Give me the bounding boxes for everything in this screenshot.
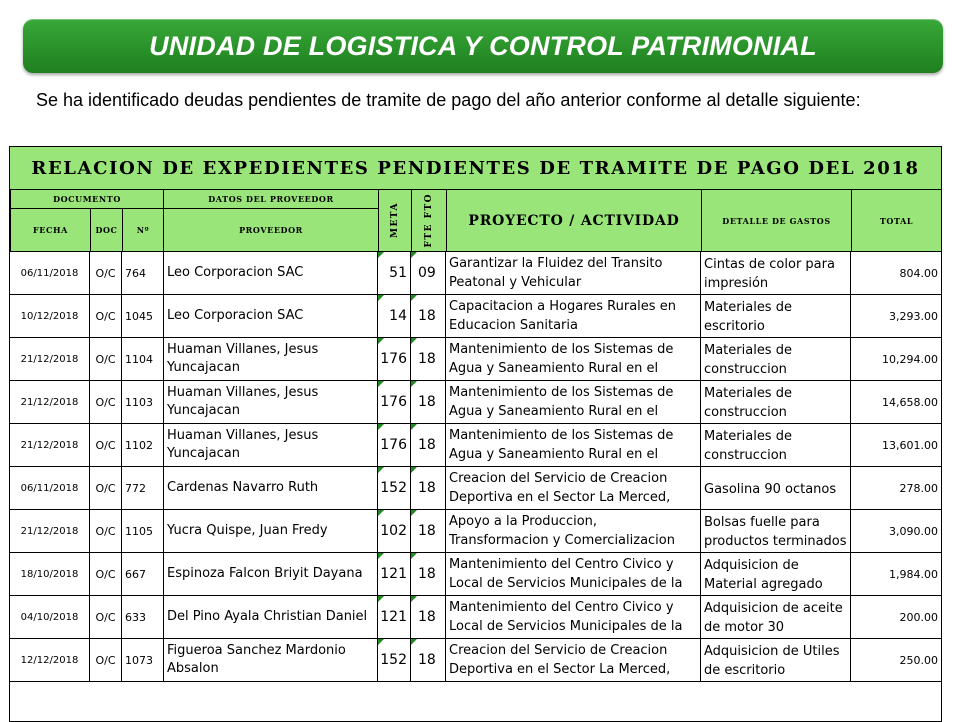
cell-proyecto: Mantenimiento del Centro Civico y Local de Servicios Municipales de la <box>446 596 701 639</box>
header-proyecto: PROYECTO / ACTIVIDAD <box>446 189 702 252</box>
cell-proveedor: Figueroa Sanchez Mardonio Absalon <box>164 639 378 682</box>
cell-fecha: 21/12/2018 <box>10 381 90 424</box>
cell-fte: 18 <box>411 381 446 424</box>
cell-meta: 121 <box>378 596 411 639</box>
table-body <box>10 252 941 682</box>
cell-fecha: 21/12/2018 <box>10 510 90 553</box>
header-meta: META <box>378 189 412 252</box>
comment-marker-icon <box>411 338 417 344</box>
table-row <box>10 553 941 596</box>
cell-numero: 1073 <box>122 639 164 682</box>
cell-proyecto: Apoyo a la Produccion, Transformacion y Comercializacion <box>446 510 701 553</box>
header-fecha: FECHA <box>10 208 91 252</box>
cell-doc: O/C <box>90 467 122 510</box>
cell-meta: 102 <box>378 510 411 553</box>
cell-numero: 1045 <box>122 295 164 338</box>
comment-marker-icon <box>411 252 417 258</box>
cell-proveedor: Espinoza Falcon Briyit Dayana <box>164 553 378 596</box>
comment-marker-icon <box>378 510 384 516</box>
cell-proveedor: Huaman Villanes, Jesus Yuncajacan <box>164 338 378 381</box>
cell-proyecto: Mantenimiento del Centro Civico y Local de Servicios Municipales de la <box>446 553 701 596</box>
cell-numero: 667 <box>122 553 164 596</box>
header-fte-fto: FTE FTO <box>411 189 447 252</box>
cell-doc: O/C <box>90 338 122 381</box>
header-proveedor: PROVEEDOR <box>163 208 379 252</box>
cell-fte: 18 <box>411 596 446 639</box>
comment-marker-icon <box>378 295 384 301</box>
table-row <box>10 252 941 295</box>
intro-paragraph: Se ha identificado deudas pendientes de tramite de pago del año anterior conforme al detalle siguiente: <box>36 90 861 110</box>
cell-doc: O/C <box>90 424 122 467</box>
comment-marker-icon <box>411 639 417 645</box>
cell-fecha: 21/12/2018 <box>10 424 90 467</box>
header-detalle: DETALLE DE GASTOS <box>701 189 852 252</box>
comment-marker-icon <box>378 338 384 344</box>
cell-fecha: 04/10/2018 <box>10 596 90 639</box>
cell-meta: 176 <box>378 338 411 381</box>
cell-doc: O/C <box>90 596 122 639</box>
comment-marker-icon <box>378 252 384 258</box>
comment-marker-icon <box>378 424 384 430</box>
cell-numero: 633 <box>122 596 164 639</box>
table-row <box>10 381 941 424</box>
cell-fte: 18 <box>411 553 446 596</box>
cell-fecha: 06/11/2018 <box>10 252 90 295</box>
cell-numero: 1104 <box>122 338 164 381</box>
page-title: UNIDAD DE LOGISTICA Y CONTROL PATRIMONIAL <box>149 30 817 61</box>
comment-marker-icon <box>411 295 417 301</box>
cell-proveedor: Del Pino Ayala Christian Daniel <box>164 596 378 639</box>
cell-proyecto: Mantenimiento de los Sistemas de Agua y Saneamiento Rural en el <box>446 338 701 381</box>
cell-total: 200.00 <box>851 596 941 639</box>
cell-detalle: Materiales de construccion <box>701 381 851 424</box>
cell-fte: 18 <box>411 467 446 510</box>
table-row <box>10 596 941 639</box>
cell-numero: 1102 <box>122 424 164 467</box>
cell-detalle: Materiales de construccion <box>701 338 851 381</box>
cell-proyecto: Capacitacion a Hogares Rurales en Educacion Sanitaria <box>446 295 701 338</box>
cell-detalle: Adquisicion de aceite de motor 30 <box>701 596 851 639</box>
cell-detalle: Cintas de color para impresión <box>701 252 851 295</box>
cell-total: 10,294.00 <box>851 338 941 381</box>
table-row <box>10 424 941 467</box>
cell-doc: O/C <box>90 639 122 682</box>
cell-proyecto: Mantenimiento de los Sistemas de Agua y Saneamiento Rural en el <box>446 381 701 424</box>
header-datos-proveedor: DATOS DEL PROVEEDOR <box>163 189 379 209</box>
cell-meta: 176 <box>378 424 411 467</box>
header-documento: DOCUMENTO <box>10 189 164 209</box>
cell-fecha: 21/12/2018 <box>10 338 90 381</box>
comment-marker-icon <box>411 596 417 602</box>
cell-meta: 176 <box>378 381 411 424</box>
comment-marker-icon <box>378 596 384 602</box>
table-row <box>10 467 941 510</box>
cell-total: 3,090.00 <box>851 510 941 553</box>
cell-detalle: Gasolina 90 octanos <box>701 467 851 510</box>
cell-doc: O/C <box>90 510 122 553</box>
cell-proveedor: Cardenas Navarro Ruth <box>164 467 378 510</box>
table-row <box>10 338 941 381</box>
comment-marker-icon <box>411 381 417 387</box>
comment-marker-icon <box>378 639 384 645</box>
cell-meta: 14 <box>378 295 411 338</box>
cell-total: 250.00 <box>851 639 941 682</box>
cell-fecha: 18/10/2018 <box>10 553 90 596</box>
header-numero: Nº <box>122 208 164 252</box>
cell-proveedor: Huaman Villanes, Jesus Yuncajacan <box>164 424 378 467</box>
cell-numero: 772 <box>122 467 164 510</box>
comment-marker-icon <box>378 553 384 559</box>
cell-total: 14,658.00 <box>851 381 941 424</box>
cell-fecha: 06/11/2018 <box>10 467 90 510</box>
cell-numero: 764 <box>122 252 164 295</box>
comment-marker-icon <box>411 553 417 559</box>
comment-marker-icon <box>411 424 417 430</box>
cell-detalle: Adquisicion de Material agregado <box>701 553 851 596</box>
cell-fecha: 12/12/2018 <box>10 639 90 682</box>
comment-marker-icon <box>378 381 384 387</box>
cell-fte: 18 <box>411 510 446 553</box>
cell-fte: 18 <box>411 639 446 682</box>
cell-fte: 09 <box>411 252 446 295</box>
cell-proveedor: Leo Corporacion SAC <box>164 252 378 295</box>
cell-meta: 152 <box>378 467 411 510</box>
cell-fecha: 10/12/2018 <box>10 295 90 338</box>
cell-detalle: Materiales de escritorio <box>701 295 851 338</box>
cell-numero: 1105 <box>122 510 164 553</box>
cell-total: 278.00 <box>851 467 941 510</box>
cell-numero: 1103 <box>122 381 164 424</box>
cell-meta: 51 <box>378 252 411 295</box>
cell-proyecto: Creacion del Servicio de Creacion Deportiva en el Sector La Merced, <box>446 639 701 682</box>
table-row <box>10 639 941 682</box>
pending-payments-table <box>9 146 942 722</box>
comment-marker-icon <box>411 467 417 473</box>
cell-total: 3,293.00 <box>851 295 941 338</box>
cell-detalle: Materiales de construccion <box>701 424 851 467</box>
header-total: TOTAL <box>851 189 941 252</box>
table-row <box>10 510 941 553</box>
cell-total: 13,601.00 <box>851 424 941 467</box>
cell-doc: O/C <box>90 295 122 338</box>
cell-proveedor: Huaman Villanes, Jesus Yuncajacan <box>164 381 378 424</box>
cell-proyecto: Garantizar la Fluidez del Transito Peatonal y Vehicular <box>446 252 701 295</box>
table-title: RELACION DE EXPEDIENTES PENDIENTES DE TRAMITE DE PAGO DEL 2018 <box>10 147 941 190</box>
cell-meta: 152 <box>378 639 411 682</box>
cell-proveedor: Yucra Quispe, Juan Fredy <box>164 510 378 553</box>
table-row <box>10 295 941 338</box>
cell-doc: O/C <box>90 252 122 295</box>
cell-meta: 121 <box>378 553 411 596</box>
cell-proveedor: Leo Corporacion SAC <box>164 295 378 338</box>
cell-fte: 18 <box>411 338 446 381</box>
header-doc: DOC <box>90 208 123 252</box>
cell-total: 804.00 <box>851 252 941 295</box>
header-banner <box>23 19 943 73</box>
cell-doc: O/C <box>90 381 122 424</box>
cell-detalle: Adquisicion de Utiles de escritorio <box>701 639 851 682</box>
cell-fte: 18 <box>411 424 446 467</box>
cell-fte: 18 <box>411 295 446 338</box>
comment-marker-icon <box>378 467 384 473</box>
cell-total: 1,984.00 <box>851 553 941 596</box>
cell-doc: O/C <box>90 553 122 596</box>
cell-proyecto: Mantenimiento de los Sistemas de Agua y Saneamiento Rural en el <box>446 424 701 467</box>
comment-marker-icon <box>411 510 417 516</box>
cell-detalle: Bolsas fuelle para productos terminados <box>701 510 851 553</box>
cell-proyecto: Creacion del Servicio de Creacion Deportiva en el Sector La Merced, <box>446 467 701 510</box>
